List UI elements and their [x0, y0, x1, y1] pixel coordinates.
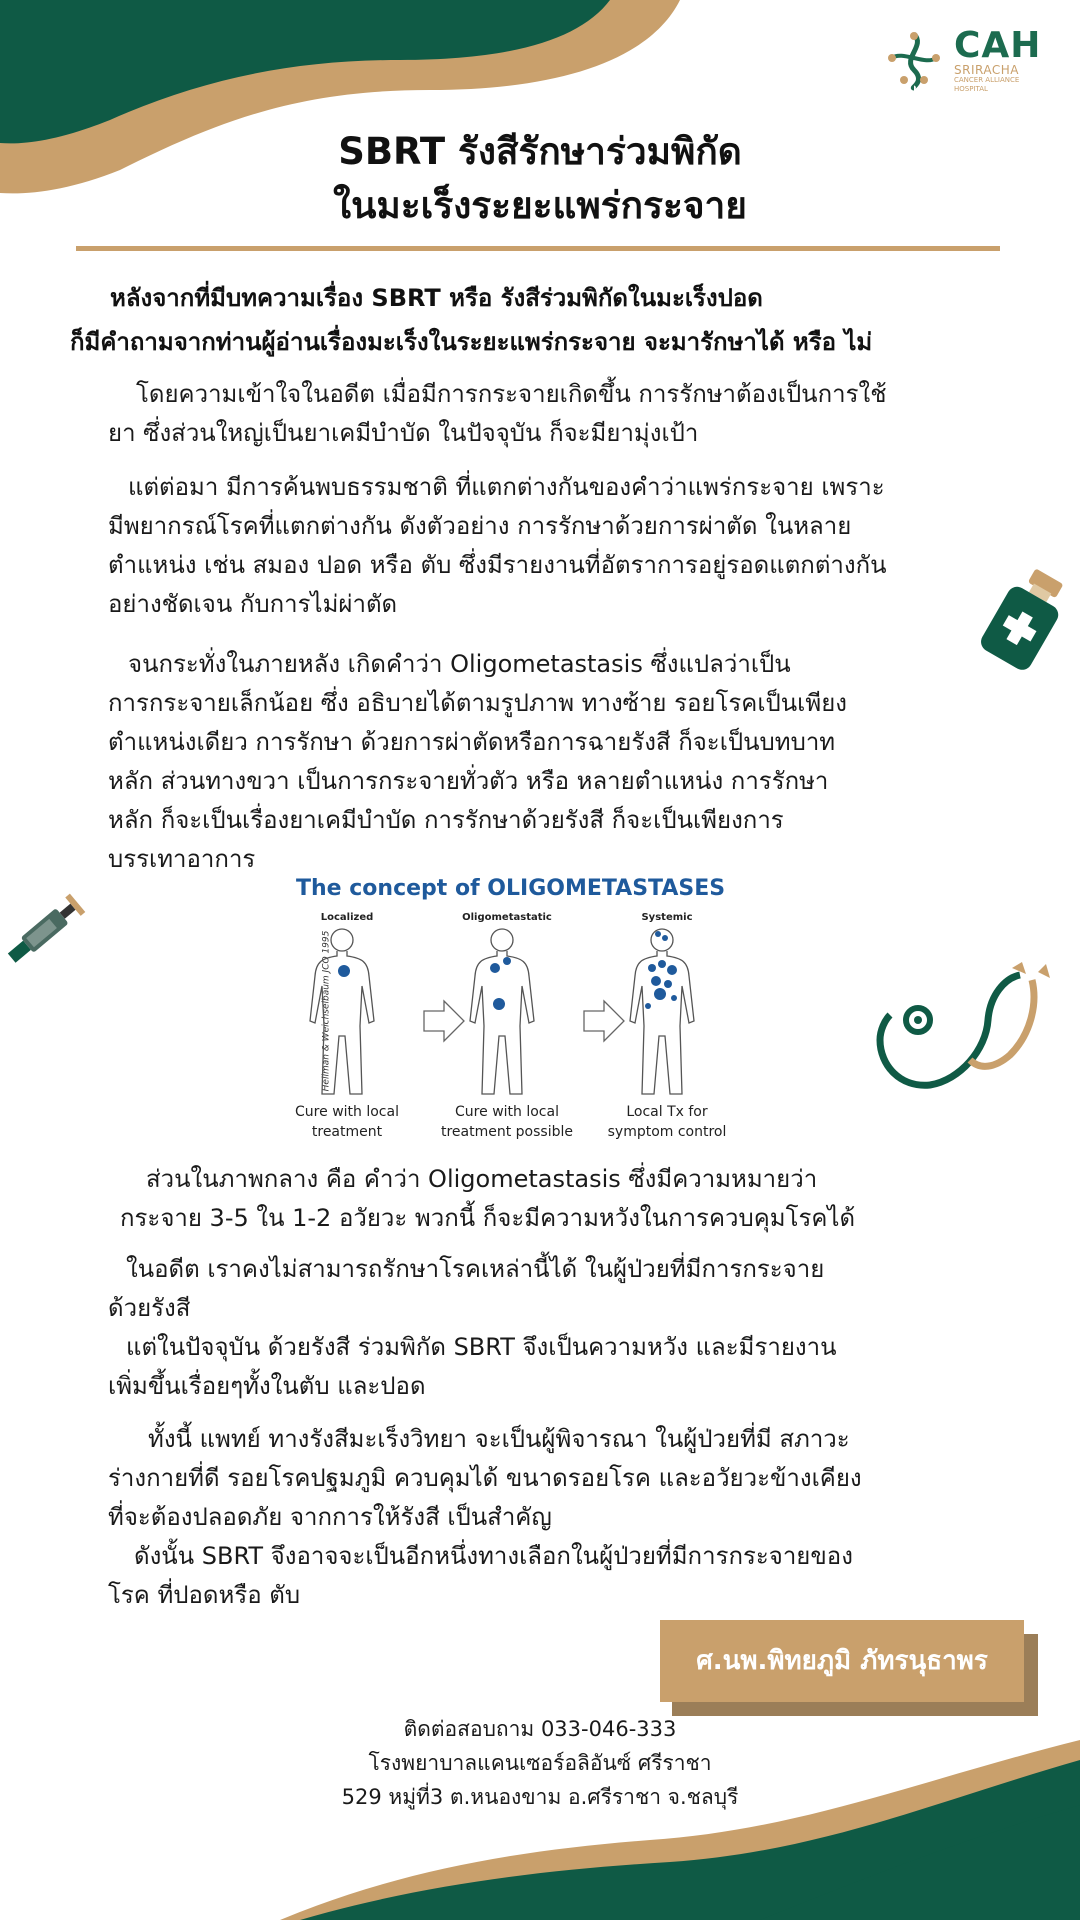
paragraph-line: โดยความเข้าใจในอดีต เมื่อมีการกระจายเกิดขึ้น การรักษาต้องเป็นการใช้: [136, 380, 887, 408]
syringe-icon: [0, 876, 100, 976]
title-divider: [76, 246, 1000, 251]
contact-info: [0, 1712, 1080, 1814]
lesion-marker: [503, 957, 511, 965]
paragraph-line: ด้วยรังสี: [108, 1294, 191, 1322]
body-diagrams: [290, 926, 780, 1101]
paragraph-3: [108, 645, 1008, 879]
paragraph-line: การกระจายเล็กน้อย ซึ่ง อธิบายได้ตามรูปภาพ ทางซ้าย รอยโรคเป็นเพียง: [108, 689, 847, 717]
paragraph-line: ดังนั้น SBRT จึงอาจจะเป็นอีกหนึ่งทางเลือกในผู้ป่วยที่มีการกระจายของ: [134, 1542, 853, 1570]
paragraph-line: หลัก ก็จะเป็นเรื่องยาเคมีบำบัด การรักษาด้วยรังสี ก็จะเป็นเพียงการ: [108, 806, 784, 834]
title-line-1: SBRT รังสีรักษาร่วมพิกัด: [338, 130, 742, 173]
stethoscope-icon: [870, 960, 1070, 1100]
body-oligometastatic-icon: [470, 929, 534, 1094]
paragraph-5: [108, 1250, 1008, 1406]
intro-line-2: ก็มีคำถามจากท่านผู้อ่านเรื่องมะเร็งในระยะแพร่กระจาย จะมารักษาได้ หรือ ไม่: [70, 328, 873, 356]
arrow-right-icon: [424, 1001, 464, 1041]
lesion-marker: [654, 988, 666, 1000]
figure-column-label: Localized: [320, 912, 374, 923]
figure-caption: Cure with local treatment possible: [440, 1104, 573, 1140]
intro-text: [70, 276, 1030, 364]
arrow-right-icon: [584, 1001, 624, 1041]
lesion-marker: [664, 980, 672, 988]
paragraph-line: แต่ต่อมา มีการค้นพบธรรมชาติ ที่แตกต่างกันของคำว่าแพร่กระจาย เพราะ: [128, 473, 885, 501]
body-systemic-icon: [630, 929, 694, 1094]
lesion-marker: [655, 931, 661, 937]
medicine-bottle-icon: [970, 566, 1080, 676]
logo-name: CAH: [954, 25, 1042, 66]
paragraph-line: หลัก ส่วนทางขวา เป็นการกระจายทั่วตัว หรือ หลายตำแหน่ง การรักษา: [108, 767, 829, 795]
lesion-marker: [658, 960, 666, 968]
contact-address: 529 หมู่ที่3 ต.หนองขาม อ.ศรีราชา จ.ชลบุรี: [341, 1785, 739, 1809]
paragraph-line: เพิ่มขึ้นเรื่อยๆทั้งในตับ และปอด: [108, 1372, 426, 1400]
lesion-marker: [667, 965, 677, 975]
paragraph-2: [108, 468, 1008, 624]
lesion-marker: [648, 964, 656, 972]
lesion-marker: [338, 965, 350, 977]
paragraph-line: ส่วนในภาพกลาง คือ คำว่า Oligometastasis ซึ่งมีความหมายว่า: [146, 1165, 818, 1193]
paragraph-line: ทั้งนี้ แพทย์ ทางรังสีมะเร็งวิทยา จะเป็นผู้พิจารณา ในผู้ป่วยที่มี สภาวะ: [148, 1425, 850, 1453]
figure-caption: Cure with local treatment: [295, 1104, 399, 1140]
paragraph-4: [108, 1160, 1008, 1238]
intro-line-1: หลังจากที่มีบทความเรื่อง SBRT หรือ รังสีร่วมพิกัดในมะเร็งปอด: [110, 284, 763, 312]
lesion-marker: [493, 998, 505, 1010]
logo-subtitle-3: HOSPITAL: [954, 85, 988, 93]
logo-subtitle: SRIRACHA: [954, 63, 1019, 77]
figure-column-label: Oligometastatic: [462, 912, 552, 923]
lesion-marker: [651, 976, 661, 986]
paragraph-line: ที่จะต้องปลอดภัย จากการให้รังสี เป็นสำคัญ: [108, 1503, 552, 1531]
paragraph-line: กระจาย 3-5 ใน 1-2 อวัยวะ พวกนี้ ก็จะมีความหวังในการควบคุมโรคได้: [120, 1204, 856, 1232]
lesion-marker: [662, 935, 668, 941]
paragraph-line: โรค ที่ปอดหรือ ตับ: [108, 1581, 301, 1609]
paragraph-line: อย่างชัดเจน กับการไม่ผ่าตัด: [108, 590, 398, 618]
figure-column-label: Systemic: [641, 912, 693, 923]
paragraph-line: บรรเทาอาการ: [108, 845, 256, 873]
paragraph-6: [108, 1420, 1008, 1615]
title-line-2: ในมะเร็งระยะแพร่กระจาย: [333, 184, 747, 227]
contact-phone: ติดต่อสอบถาม 033-046-333: [403, 1717, 677, 1741]
page-title: [0, 125, 1080, 233]
figure-title: The concept of OLIGOMETASTASES: [296, 876, 726, 901]
paragraph-line: ตำแหน่ง เช่น สมอง ปอด หรือ ตับ ซึ่งมีรายงานที่อัตราการอยู่รอดแตกต่างกัน: [108, 551, 887, 579]
paragraph-line: ตำแหน่งเดียว การรักษา ด้วยการผ่าตัดหรือการฉายรังสี ก็จะเป็นบทบาท: [108, 728, 836, 756]
logo-emblem-icon: [882, 28, 946, 92]
paragraph-line: ยา ซึ่งส่วนใหญ่เป็นยาเคมีบำบัด ในปัจจุบัน ก็จะมียามุ่งเป้า: [108, 419, 699, 447]
figure-caption: Local Tx for symptom control: [607, 1104, 727, 1140]
paragraph-line: มีพยากรณ์โรคที่แตกต่างกัน ดังตัวอย่าง การรักษาด้วยการผ่าตัด ในหลาย: [108, 512, 852, 540]
paragraph-line: จนกระทั่งในภายหลัง เกิดคำว่า Oligometastasis ซึ่งแปลว่าเป็น: [128, 650, 791, 678]
paragraph-line: ในอดีต เราคงไม่สามารถรักษาโรคเหล่านี้ได้ ในผู้ป่วยที่มีการกระจาย: [126, 1255, 825, 1283]
logo-subtitle-2: CANCER ALLIANCE: [954, 76, 1020, 84]
hospital-logo: [882, 25, 1052, 100]
lesion-marker: [490, 963, 500, 973]
paragraph-1: [108, 375, 1008, 453]
body-localized-icon: [310, 929, 374, 1094]
author-badge: ศ.นพ.พิทยภูมิ ภัทรนุธาพร: [660, 1620, 1024, 1702]
paragraph-line: แต่ในปัจจุบัน ด้วยรังสี ร่วมพิกัด SBRT จึงเป็นความหวัง และมีรายงาน: [126, 1333, 837, 1361]
lesion-marker: [645, 1003, 651, 1009]
lesion-marker: [671, 995, 677, 1001]
contact-hospital: โรงพยาบาลแคนเซอร์อลิอันซ์ ศรีราชา: [368, 1751, 712, 1775]
oligometastases-figure: [290, 876, 780, 1148]
figure-citation: Hellman & Weichselbaum JCO 1995: [321, 930, 332, 1092]
paragraph-line: ร่างกายที่ดี รอยโรคปฐมภูมิ ควบคุมได้ ขนาดรอยโรค และอวัยวะข้างเคียง: [108, 1464, 862, 1492]
